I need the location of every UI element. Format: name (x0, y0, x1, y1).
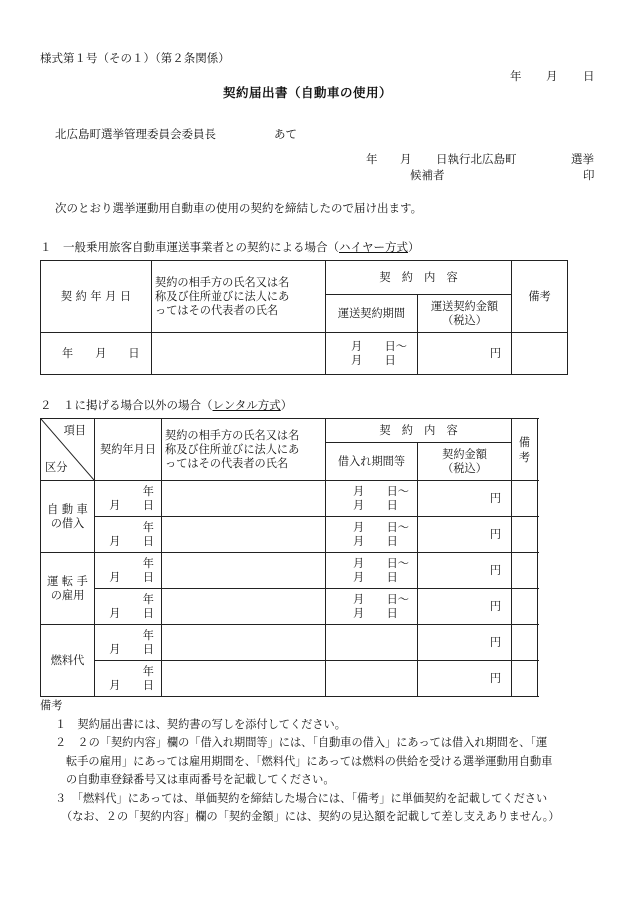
section2-heading: ２ １に掲げる場合以外の場合（レンタル方式） (40, 398, 293, 412)
intro-text: 次のとおり選挙運動用自動車の使用の契約を締結したので届け出ます。 (55, 201, 423, 215)
note-2-line-3: の自動車登録番号又は車両番号を記載してください。 (66, 773, 335, 786)
header-remarks: 備考 (512, 419, 538, 481)
row-period[interactable]: 月 日～ 月 日 (326, 553, 418, 589)
table-rental (40, 418, 538, 697)
form-id: 様式第１号（その１）（第２条関係） (40, 51, 230, 65)
addressee-ate: あて (274, 127, 297, 141)
addressee-name: 北広島町選挙管理委員会委員長 (55, 127, 216, 141)
election-text: 日執行北広島町 (436, 152, 517, 166)
header-amount: 契約金額 （税込） (418, 443, 512, 481)
row-remarks[interactable] (512, 333, 568, 375)
row-remarks[interactable] (512, 661, 538, 697)
row-date[interactable]: 年 月 日 (95, 517, 162, 553)
date-year: 年 (510, 69, 522, 83)
header-date: 契約年月日 (95, 419, 162, 481)
header-contract: 契 約 内 容 (326, 419, 512, 443)
row-party[interactable] (162, 589, 326, 625)
row-date[interactable]: 年 月 日 (95, 481, 162, 517)
row-party[interactable] (162, 553, 326, 589)
header-item: 項目 (63, 424, 86, 437)
category-fuel: 燃料代 (41, 625, 95, 697)
row-party[interactable] (162, 661, 326, 697)
note-1: １ 契約届出書には、契約書の写しを添付してください。 (55, 717, 346, 731)
row-amount[interactable]: 円 (418, 625, 512, 661)
row-remarks[interactable] (512, 481, 538, 517)
note-3-line-1: ３ 「燃料代」にあっては、単価契約を締結した場合には、「備考」に単価契約を記載してください (55, 791, 548, 805)
row-remarks[interactable] (512, 625, 538, 661)
election-year: 年 (366, 152, 378, 166)
row-period[interactable]: 月 日～ 月 日 (326, 589, 418, 625)
section2-keyword: レンタル方式 (212, 398, 281, 412)
row-remarks[interactable] (512, 553, 538, 589)
section1-heading: １ 一般乗用旅客自動車運送事業者との契約による場合（ハイヤー方式） (40, 240, 420, 254)
note-3-line-2: （なお、２の「契約内容」欄の「契約金額」には、契約の見込額を記載して差し支えありません。） (61, 810, 560, 823)
header-date: 契 約 年 月 日 (41, 261, 152, 333)
note-2-line-2: 転手の雇用」にあっては雇用期間を、「燃料代」にあっては燃料の供給を受ける選挙運動用自動車 (66, 754, 553, 768)
category-car: 自 動 車 の借入 (41, 481, 95, 553)
row-amount[interactable]: 円 (418, 589, 512, 625)
page-title: 契約届出書（自動車の使用） (223, 85, 393, 100)
header-remarks: 備考 (512, 261, 568, 333)
header-amount: 運送契約金額 （税込） (418, 295, 512, 333)
header-period: 借入れ期間等 (326, 443, 418, 481)
table-hire (40, 260, 568, 375)
date-month: 月 (546, 69, 558, 83)
row-amount[interactable]: 円 (418, 517, 512, 553)
header-item-category (41, 419, 95, 481)
row-period[interactable]: 月 日～ 月 日 (326, 333, 418, 375)
row-amount[interactable]: 円 (418, 553, 512, 589)
notes-heading: 備考 (40, 699, 63, 712)
row-period[interactable]: 月 日～ 月 日 (326, 517, 418, 553)
date-day: 日 (583, 69, 595, 83)
candidate-seal: 印 (583, 168, 595, 182)
election-month: 月 (400, 152, 412, 166)
row-amount[interactable]: 円 (418, 661, 512, 697)
row-period[interactable] (326, 625, 418, 661)
row-remarks[interactable] (512, 517, 538, 553)
row-party[interactable] (162, 625, 326, 661)
note-2-line-1: ２ ２の「契約内容」欄の「借入れ期間等」には、「自動車の借入」にあっては借入れ期間を、「運 (55, 736, 548, 749)
header-contract: 契 約 内 容 (326, 261, 512, 295)
row-amount[interactable]: 円 (418, 481, 512, 517)
row-date[interactable]: 年 月 日 (95, 589, 162, 625)
row-period[interactable] (326, 661, 418, 697)
category-driver: 運 転 手 の雇用 (41, 553, 95, 625)
section1-keyword: ハイヤー方式 (339, 240, 408, 254)
header-party: 契約の相手方の氏名又は名 称及び住所並びに法人にあ ってはその代表者の氏名 (152, 261, 326, 333)
header-party: 契約の相手方の氏名又は名 称及び住所並びに法人にあ ってはその代表者の氏名 (162, 419, 326, 481)
row-party[interactable] (152, 333, 326, 375)
row-date[interactable]: 年 月 日 (95, 625, 162, 661)
row-date[interactable]: 年 月 日 (95, 661, 162, 697)
header-category: 区分 (45, 461, 68, 474)
row-party[interactable] (162, 481, 326, 517)
row-period[interactable]: 月 日～ 月 日 (326, 481, 418, 517)
candidate-label: 候補者 (410, 168, 445, 182)
notes-block (40, 697, 560, 827)
row-amount[interactable]: 円 (418, 333, 512, 375)
row-date[interactable]: 年 月 日 (41, 333, 152, 375)
header-period: 運送契約期間 (326, 295, 418, 333)
row-party[interactable] (162, 517, 326, 553)
row-date[interactable]: 年 月 日 (95, 553, 162, 589)
election-senkyo: 選挙 (571, 152, 594, 166)
row-remarks[interactable] (512, 589, 538, 625)
